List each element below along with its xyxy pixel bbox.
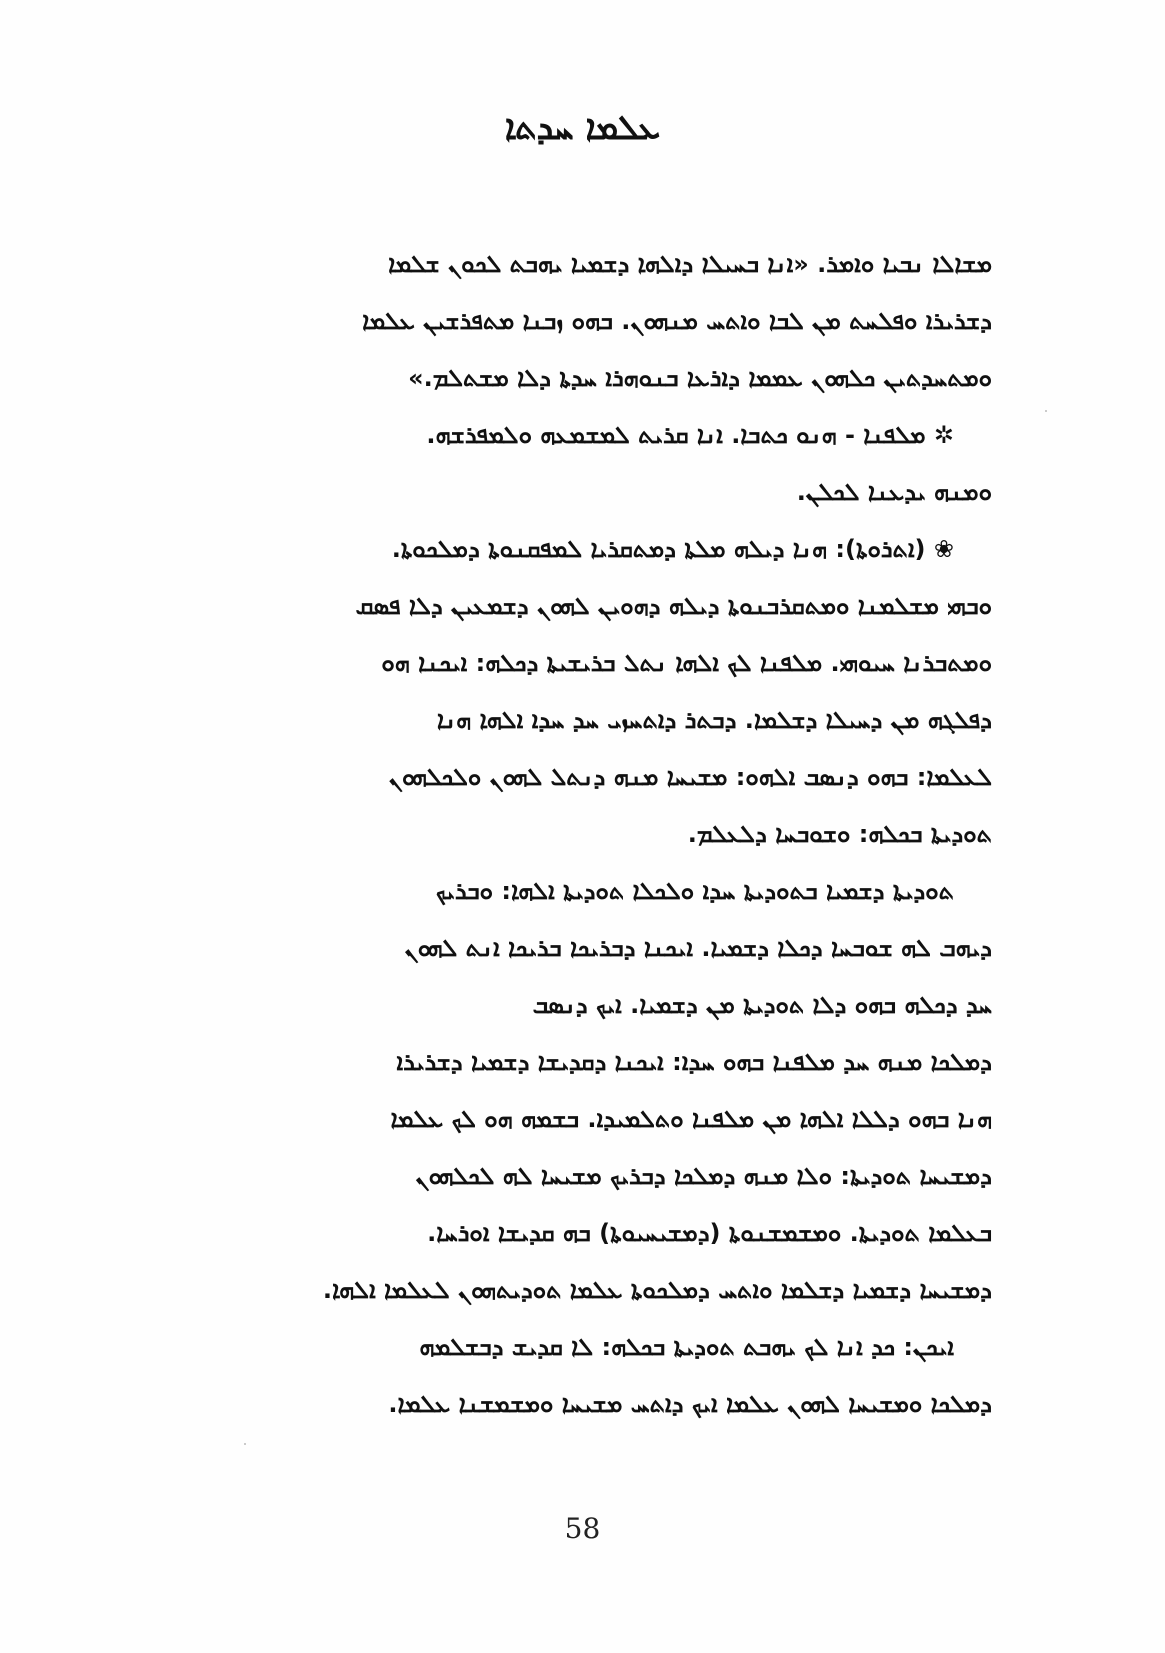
body-text — [232, 236, 992, 1433]
page-number: 58 — [564, 1512, 601, 1545]
text-line: ✲ ܡܠܦܢܐ - ܗܢܘ ܟܬܒܐ. ܐܢܐ ܩܪܝܬ ܠܡܫܡܥܗ ܘܠܡܦܪܫܗ. — [426, 421, 954, 449]
text-line: ܕܝܗܒ ܠܗ ܫܘܒܚܐ ܕܟܠܐ ܕܫܡܝܐ. ܐܝܟܢܐ ܕܒܪܝܟܐ ܒܪܝܟܐ ܐܢܬ ܠܗܘܢ — [404, 934, 992, 962]
text-line: ܕܡܠܟܐ ܘܡܫܝܚܐ ܠܗܘܢ ܥܠܡܐ ܐܝܟ ܕܐܬܚ ܡܫܝܚܐ ܘܡܫܡܫܢܐ ܥܠܡܐ. — [388, 1390, 992, 1418]
text-line: ܡܫܐܠܐ ܢܒܝܐ ܘܐܡܪ. «ܐܢܐ ܒܚܝܠܐ ܕܐܠܗܐ ܕܫܡܝܐ ܝܗܒܬ ܠܟܘܢ ܫܠܡܐ — [388, 250, 992, 278]
text-line: ܒܥܠܡܐ ܬܘܕܝܬܐ. ܘܡܫܡܫܢܘܬܐ (ܕܡܫܝܚܝܘܬܐ) ܒܗ ܩܕܝܫܐ ܐܘܪܚܐ. — [427, 1219, 992, 1247]
text-line: ܬܘܕܝܬܐ ܒܟܠܗ: ܘܫܘܒܚܐ ܕܠܥܠܡ. — [687, 820, 992, 848]
text-line: ܠܥܠܡܐ: ܒܗܘ ܕܢܣܒ ܐܠܗܘ: ܡܫܝܚܐ ܡܢܗ ܕܢܬܠ ܠܗܘܢ ܘܠܟܠܗܘܢ — [388, 763, 992, 791]
page-title: ܥܠܡܐ ܚܕܬܐ — [504, 108, 661, 148]
text-line: ܕܦܠܓܗ ܡܢ ܕܚܝܠܐ ܕܫܠܡܐ. ܕܒܬܪ ܕܐܬܚܙܝ ܚܕ ܚܕܐ ܐܠܗܐ ܗܢܐ — [436, 706, 992, 734]
text-line: ܕܡܫܝܚܐ ܬܘܕܝܬܐ: ܘܠܐ ܡܢܗ ܕܡܠܟܐ ܕܒܪܝܟ ܡܫܝܚܐ ܠܗ ܠܟܠܗܘܢ — [415, 1162, 992, 1190]
text-line: ܘܡܬܚܕܬܝܢ ܟܠܗܘܢ ܥܡܡܐ ܕܐܪܥܐ ܒܢܘܗܪܐ ܚܕܬܐ ܕܠܐ ܡܫܬܠܡ.» — [408, 364, 992, 392]
text-line: ܚܕ ܕܟܠܗ ܒܗܘ ܕܠܐ ܬܘܕܝܬܐ ܡܢ ܕܫܡܝܐ. ܐܝܟ ܕܢܣܒ — [532, 991, 992, 1019]
text-line: ܘܒܗܝ ܡܫܠܡܢܐ ܘܡܬܩܪܒܢܘܬܐ ܕܝܠܗ ܕܗܘܝܢ ܠܗܘܢ ܕܫܡܥܝܢ ܕܠܐ ܦܣܩ — [355, 592, 992, 620]
text-line: ܘܡܬܒܪܢܐ ܚܝܘܗܝ. ܡܠܦܢܐ ܠܟ ܐܠܗܐ ܢܬܠ ܒܪܝܫܝܬܐ ܕܟܠܗ: ܐܝܟܢܐ ܗܘ — [381, 649, 992, 677]
text-line: ❀ (ܐܬܪܘܬܐ): ܗܢܐ ܕܝܠܗ ܡܠܬܐ ܕܡܬܩܪܝܐ ܠܡܦܩܢܘܬܐ ܕܡܠܟܘܬܐ. — [391, 535, 954, 563]
text-line: ܕܡܠܟܐ ܡܢܗ ܚܕ ܡܠܦܢܐ ܒܗܘ ܚܕܐ: ܐܝܟܢܐ ܕܩܕܝܫܐ ܕܫܡܝܐ ܕܫܪܝܪܐ — [396, 1048, 992, 1076]
text-line: ܬܘܕܝܬܐ ܕܫܡܝܐ ܒܬܘܕܝܬܐ ܚܕܐ ܘܠܟܠܐ ܬܘܕܝܬܐ ܐܠܗܐ: ܘܒܪܝܟ — [435, 877, 954, 905]
scan-speck — [1045, 410, 1047, 412]
text-line: ܘܡܢܗ ܝܕܥܢܐ ܠܟܠܢ. — [796, 478, 992, 506]
text-line: ܕܫܪܝܪܐ ܘܦܠܚܬ ܡܢ ܠܒܐ ܘܐܬܚ ܡܢܗܘܢ. ܒܗܘ ܙܒܢܐ ܡܬܦܪܫܝܢ ܥܠܡܐ — [362, 307, 992, 335]
text-line: ܕܡܫܝܚܐ ܕܫܡܝܐ ܕܫܠܡܐ ܘܐܬܚ ܕܡܠܟܘܬܐ ܥܠܡܐ ܬܘܕܝܬܗܘܢ ܠܥܠܡܐ ܐܠܗܐ. — [322, 1276, 992, 1304]
text-line: ܗܢܐ ܒܗܘ ܕܠܠܐ ܐܠܗܐ ܡܢ ܡܠܦܢܐ ܘܬܠܡܝܕܐ. ܒܫܡܗ ܗܘ ܠܟ ܥܠܡܐ — [390, 1105, 992, 1133]
text-line: ܐܝܟܢ: ܟܕ ܐܢܐ ܠܟ ܝܗܒܬ ܬܘܕܝܬܐ ܒܟܠܗ: ܠܐ ܩܕܝܫ ܕܒܫܠܡܗ — [419, 1333, 954, 1361]
scan-speck — [244, 1443, 246, 1445]
